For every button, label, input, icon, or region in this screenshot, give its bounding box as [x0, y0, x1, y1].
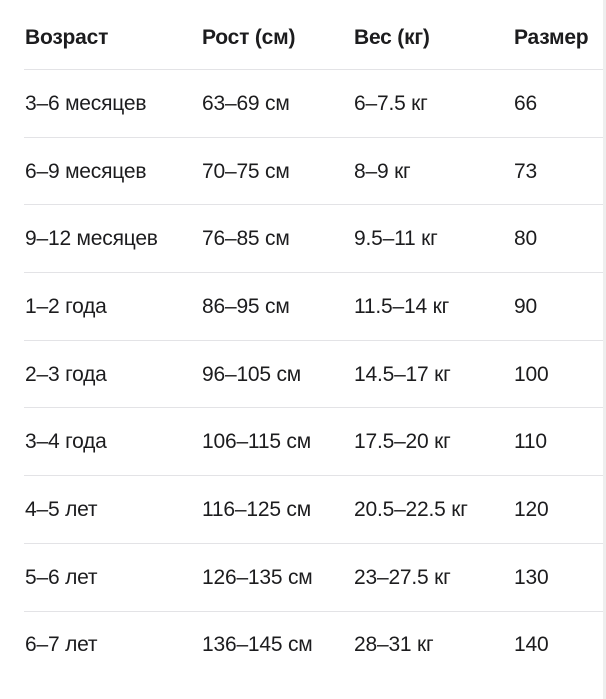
- cell-size: 100: [514, 362, 549, 386]
- cell-age: 6–7 лет: [25, 633, 98, 657]
- cell-weight: 6–7.5 кг: [354, 91, 428, 115]
- table-row: [0, 408, 606, 476]
- cell-age: 3–4 года: [25, 430, 107, 454]
- header-height: Рост (см): [202, 26, 296, 49]
- cell-weight: 8–9 кг: [354, 159, 411, 183]
- table-row: [0, 612, 606, 680]
- cell-size: 120: [514, 497, 549, 521]
- table-row: [0, 70, 606, 138]
- cell-age: 4–5 лет: [25, 497, 98, 521]
- cell-weight: 9.5–11 кг: [354, 227, 438, 251]
- cell-weight: 14.5–17 кг: [354, 362, 451, 386]
- cell-height: 63–69 см: [202, 91, 290, 115]
- table-row: [0, 273, 606, 341]
- cell-height: 126–135 см: [202, 565, 313, 589]
- cell-height: 106–115 см: [202, 430, 311, 454]
- cell-age: 5–6 лет: [25, 565, 98, 589]
- cell-weight: 28–31 кг: [354, 633, 434, 657]
- table-row: [0, 476, 606, 544]
- cell-age: 3–6 месяцев: [25, 91, 147, 115]
- cell-age: 2–3 года: [25, 362, 107, 386]
- cell-height: 76–85 см: [202, 227, 290, 251]
- cell-height: 136–145 см: [202, 633, 313, 657]
- cell-height: 96–105 см: [202, 362, 302, 386]
- cell-height: 86–95 см: [202, 294, 290, 318]
- cell-age: 1–2 года: [25, 294, 107, 318]
- table-row: [0, 205, 606, 273]
- cell-age: 6–9 месяцев: [25, 159, 147, 183]
- cell-weight: 23–27.5 кг: [354, 565, 451, 589]
- table-header: [0, 0, 606, 70]
- cell-size: 140: [514, 633, 549, 657]
- cell-height: 116–125 см: [202, 497, 311, 521]
- table-row: [0, 544, 606, 612]
- header-weight: Вес (кг): [354, 26, 430, 49]
- header-size: Размер: [514, 26, 589, 49]
- cell-size: 80: [514, 227, 537, 251]
- cell-size: 90: [514, 294, 537, 318]
- cell-age: 9–12 месяцев: [25, 227, 158, 251]
- table-row: [0, 341, 606, 409]
- cell-weight: 11.5–14 кг: [354, 294, 450, 318]
- cell-size: 110: [514, 430, 547, 454]
- cell-height: 70–75 см: [202, 159, 290, 183]
- cell-size: 130: [514, 565, 549, 589]
- cell-size: 66: [514, 91, 537, 115]
- header-age: Возраст: [25, 26, 109, 49]
- cell-weight: 17.5–20 кг: [354, 430, 451, 454]
- table-row: [0, 138, 606, 206]
- cell-weight: 20.5–22.5 кг: [354, 497, 468, 521]
- cell-size: 73: [514, 159, 537, 183]
